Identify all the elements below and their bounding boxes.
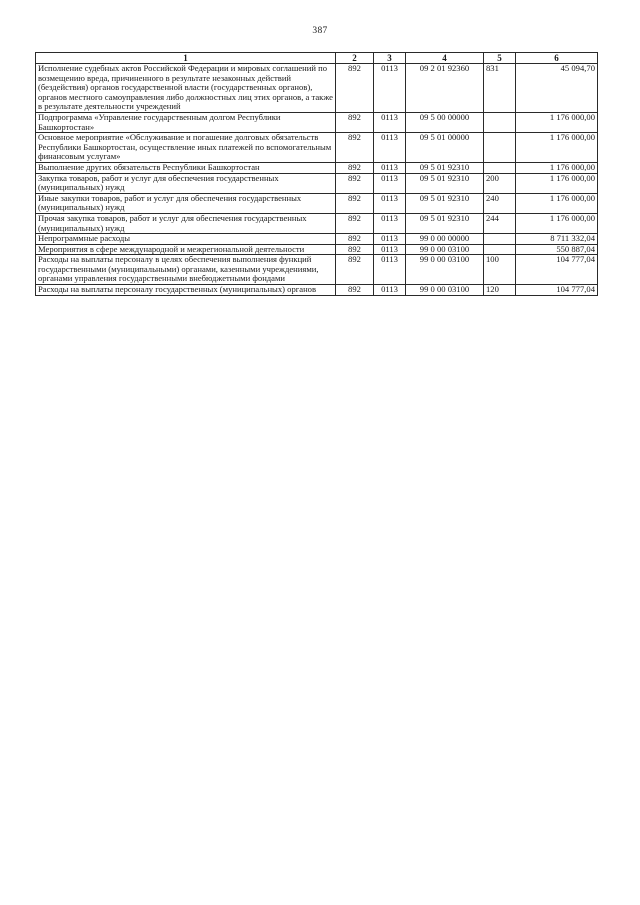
table-row (36, 234, 598, 245)
expense-type-cell (484, 244, 516, 255)
target-article-cell: 99 0 00 03100 (406, 244, 484, 255)
ministry-code-cell: 892 (336, 213, 374, 233)
target-article-cell: 09 5 01 92310 (406, 173, 484, 193)
amount-cell: 1 176 000,00 (516, 173, 598, 193)
table-row (36, 193, 598, 213)
expense-name-cell: Закупка товаров, работ и услуг для обеспечения государственных (муниципальных) нужд (36, 173, 336, 193)
target-article-cell: 09 5 01 92310 (406, 213, 484, 233)
ministry-code-cell: 892 (336, 133, 374, 163)
section-code-cell: 0113 (374, 213, 406, 233)
table-row (36, 162, 598, 173)
expense-type-cell: 200 (484, 173, 516, 193)
amount-cell: 1 176 000,00 (516, 213, 598, 233)
page-number: 387 (312, 26, 328, 36)
amount-cell: 8 711 332,04 (516, 234, 598, 245)
amount-cell: 1 176 000,00 (516, 193, 598, 213)
column-header: 4 (406, 53, 484, 64)
amount-cell: 104 777,04 (516, 285, 598, 296)
amount-cell: 1 176 000,00 (516, 162, 598, 173)
amount-cell: 45 094,70 (516, 64, 598, 113)
ministry-code-cell: 892 (336, 162, 374, 173)
ministry-code-cell: 892 (336, 244, 374, 255)
table-row (36, 173, 598, 193)
column-header: 2 (336, 53, 374, 64)
expense-type-cell (484, 234, 516, 245)
ministry-code-cell: 892 (336, 234, 374, 245)
expense-name-cell: Иные закупки товаров, работ и услуг для обеспечения государственных (муниципальных) нужд (36, 193, 336, 213)
amount-cell: 550 887,04 (516, 244, 598, 255)
target-article-cell: 99 0 00 00000 (406, 234, 484, 245)
table-row (36, 255, 598, 285)
table-row (36, 64, 598, 113)
expense-type-cell: 100 (484, 255, 516, 285)
expense-name-cell: Расходы на выплаты персоналу в целях обеспечения выполнения функций государственными (муниципальными) органами, казенными учреждениями, органами управления государственными внебюджетными фондами (36, 255, 336, 285)
section-code-cell: 0113 (374, 234, 406, 245)
expense-name-cell: Исполнение судебных актов Российской Федерации и мировых соглашений по возмещению вреда, причиненного в результате незаконных действий (бездействия) органов государственной власти (государственных органов), органов местного самоуправления либо должностных лиц этих органов, а также в результате деятельности учреждений (36, 64, 336, 113)
ministry-code-cell: 892 (336, 285, 374, 296)
section-code-cell: 0113 (374, 244, 406, 255)
section-code-cell: 0113 (374, 193, 406, 213)
column-header: 3 (374, 53, 406, 64)
expense-type-cell: 244 (484, 213, 516, 233)
expense-name-cell: Прочая закупка товаров, работ и услуг для обеспечения государственных (муниципальных) нужд (36, 213, 336, 233)
section-code-cell: 0113 (374, 285, 406, 296)
section-code-cell: 0113 (374, 112, 406, 132)
amount-cell: 1 176 000,00 (516, 112, 598, 132)
target-article-cell: 09 5 00 00000 (406, 112, 484, 132)
expense-name-cell: Выполнение других обязательств Республики Башкортостан (36, 162, 336, 173)
expense-name-cell: Основное мероприятие «Обслуживание и погашение долговых обязательств Республики Башкортостан, осуществление иных платежей по вспомогательным финансовым услугам» (36, 133, 336, 163)
amount-cell: 1 176 000,00 (516, 133, 598, 163)
expense-type-cell (484, 112, 516, 132)
column-header: 6 (516, 53, 598, 64)
section-code-cell: 0113 (374, 64, 406, 113)
expense-type-cell (484, 133, 516, 163)
table-row (36, 213, 598, 233)
expense-type-cell: 240 (484, 193, 516, 213)
expense-type-cell: 120 (484, 285, 516, 296)
expense-name-cell: Мероприятия в сфере международной и межрегиональной деятельности (36, 244, 336, 255)
ministry-code-cell: 892 (336, 193, 374, 213)
expense-type-cell: 831 (484, 64, 516, 113)
target-article-cell: 99 0 00 03100 (406, 285, 484, 296)
section-code-cell: 0113 (374, 255, 406, 285)
budget-table (35, 52, 598, 296)
section-code-cell: 0113 (374, 173, 406, 193)
ministry-code-cell: 892 (336, 255, 374, 285)
section-code-cell: 0113 (374, 133, 406, 163)
amount-cell: 104 777,04 (516, 255, 598, 285)
table-row (36, 244, 598, 255)
column-header: 5 (484, 53, 516, 64)
target-article-cell: 09 5 01 92310 (406, 193, 484, 213)
column-header: 1 (36, 53, 336, 64)
table-row (36, 285, 598, 296)
expense-name-cell: Расходы на выплаты персоналу государственных (муниципальных) органов (36, 285, 336, 296)
expense-name-cell: Непрограммные расходы (36, 234, 336, 245)
expense-type-cell (484, 162, 516, 173)
target-article-cell: 09 5 01 00000 (406, 133, 484, 163)
ministry-code-cell: 892 (336, 173, 374, 193)
table-header-row (36, 53, 598, 64)
section-code-cell: 0113 (374, 162, 406, 173)
ministry-code-cell: 892 (336, 64, 374, 113)
table-row (36, 112, 598, 132)
table-row (36, 133, 598, 163)
target-article-cell: 99 0 00 03100 (406, 255, 484, 285)
target-article-cell: 09 5 01 92310 (406, 162, 484, 173)
expense-name-cell: Подпрограмма «Управление государственным долгом Республики Башкортостан» (36, 112, 336, 132)
ministry-code-cell: 892 (336, 112, 374, 132)
target-article-cell: 09 2 01 92360 (406, 64, 484, 113)
